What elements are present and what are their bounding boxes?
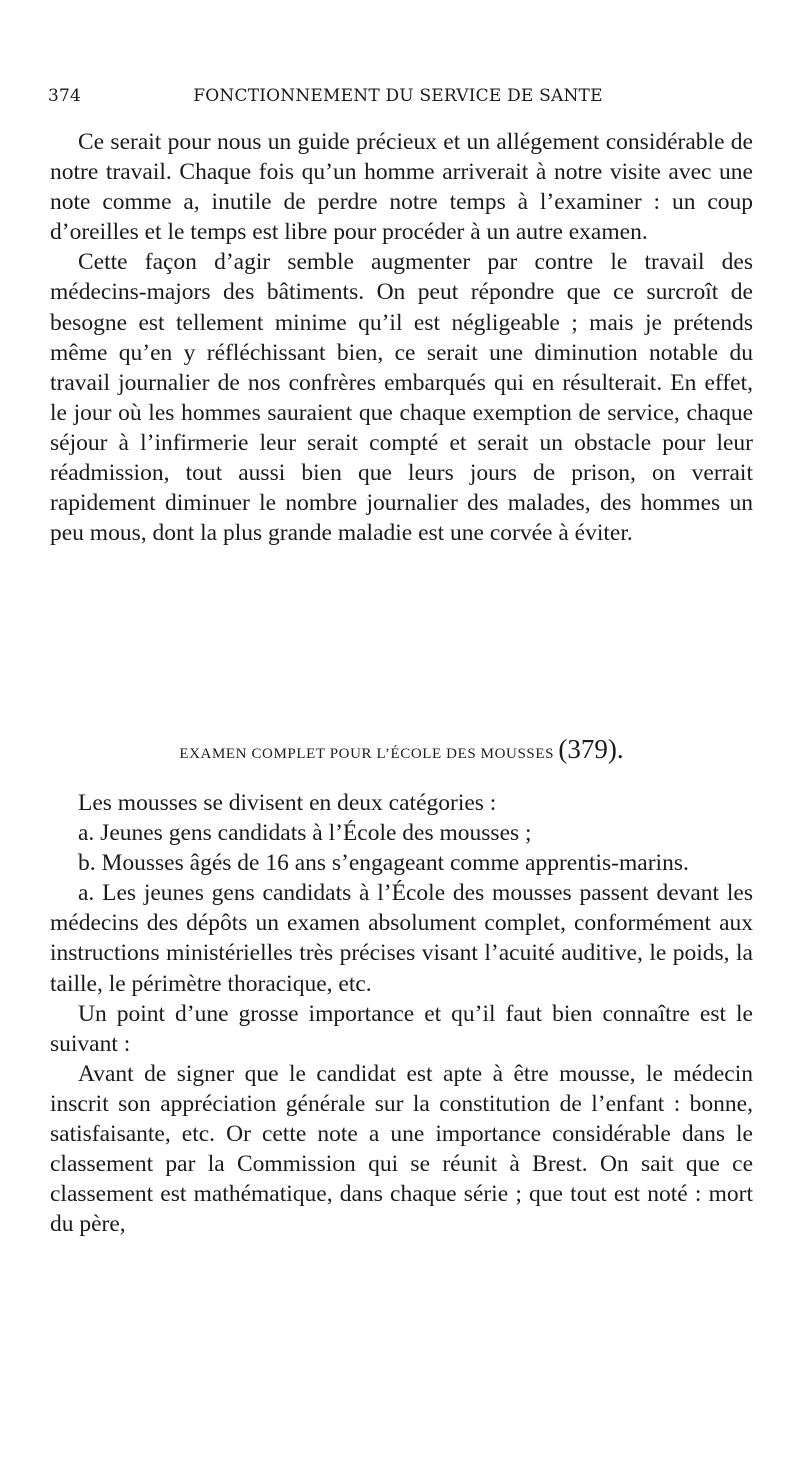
text-block-top <box>50 127 753 548</box>
paragraph: Ce serait pour nous un guide précieux et un allégement considérable de notre travail. Chaque fois qu’un homme arriverait à notre visite avec une note comme a, inutile de perdre notre temps à l’examiner : un coup d’oreilles et le temps est libre pour procéder à un autre examen. <box>50 129 753 246</box>
section-heading <box>50 734 753 765</box>
running-title: FONCTIONNEMENT DU SERVICE DE SANTE <box>193 86 603 106</box>
paragraph: Avant de signer que le candidat est apte à être mousse, le médecin inscrit son appréciation générale sur la constitution de l’enfant : bonne, satisfaisante, etc. Or cette note a une importance considérable dans le classement par la Commission qui se réunit à Brest. On sait que ce classement est mathématique, dans chaque série ; que tout est noté : mort du père, <box>50 1060 753 1238</box>
page-number: 374 <box>48 86 82 106</box>
paragraph: Les mousses se divisent en deux catégories : <box>78 790 497 816</box>
paragraph: b. Mousses âgés de 16 ans s’engageant comme apprentis-marins. <box>78 850 689 877</box>
paragraph: Cette façon d’agir semble augmenter par contre le travail des médecins-majors des bâtiments. On peut répondre que ce surcroît de besogne est tellement minime qu’il est négligeable ; mais je prétends même qu’en y réfléchissant bien, ce serait une diminution notable du travail journalier de nos confrères embarqués qui en résulterait. En effet, le jour où les hommes sauraient que chaque exemption de service, chaque séjour à l’infirmerie leur serait compté et serait un obstacle pour leur réadmission, tout aussi bien que leurs jours de prison, on verrait rapidement diminuer le nombre journalier des malades, des hommes un peu mous, dont la plus grande maladie est une corvée à éviter. <box>50 249 753 547</box>
text-block-bottom <box>50 788 753 1239</box>
section-heading-reference: (379). <box>558 734 624 764</box>
paragraph: Un point d’une grosse importance et qu’il faut bien connaître est le suivant : <box>50 1000 753 1057</box>
paragraph: a. Les jeunes gens candidats à l’École des mousses passent devant les médecins des dépôts un examen absolument complet, conformément aux instructions ministérielles très précises visant l’acuité auditive, le poids, la taille, le périmètre thoracique, etc. <box>50 880 753 997</box>
section-heading-text: EXAMEN COMPLET POUR L’ÉCOLE DES MOUSSES <box>179 746 555 762</box>
paragraph: a. Jeunes gens candidats à l’École des mousses ; <box>78 820 532 847</box>
